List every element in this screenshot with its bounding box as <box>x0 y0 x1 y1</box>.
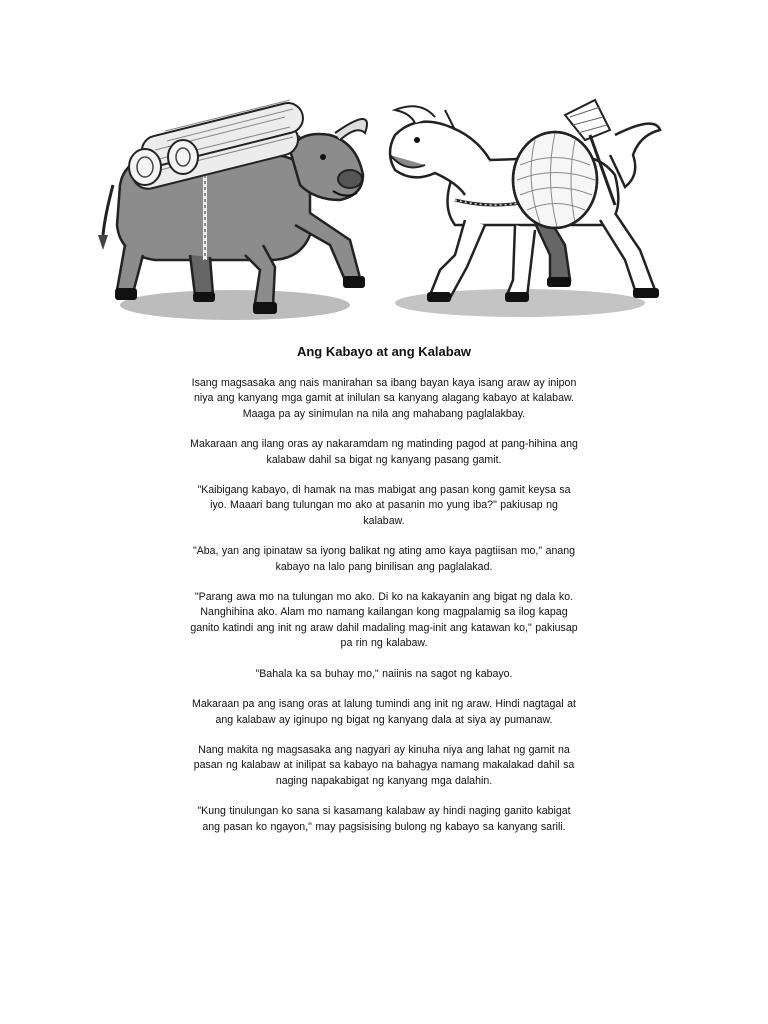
carabao-shadow <box>120 290 350 320</box>
story-paragraph: Makaraan pa ang isang oras at lalung tumindi ang init ng araw. Hindi nagtagal at ang kalabaw ay iginupo ng bigat ng kanyang dala at siya ay pumanaw. <box>192 698 576 726</box>
story-paragraph: Makaraan ang ilang oras ay nakaramdam ng matinding pagod at pang-hihina ang kalabaw dahil sa bigat ng kanyang pasang gamit. <box>190 438 578 466</box>
story-paragraph: "Kung tinulungan ko sana si kasamang kalabaw ay hindi naging ganito kabigat ang pasan ko ngayon," may pagsisising bulong ng kabayo sa kanyang sarili. <box>197 805 571 833</box>
story-illustration <box>95 95 675 335</box>
story-paragraph: "Bahala ka sa buhay mo," naiinis na sagot ng kabayo. <box>255 667 513 680</box>
story-paragraph: Isang magsasaka ang nais manirahan sa ibang bayan kaya isang araw ay inipon niya ang kanyang mga gamit at inilulan sa kanyang alagang kabayo at kalabaw. Maaga pa ay sinimulan na nila ang mahabang paglalakbay. <box>191 377 577 420</box>
story-paragraph: "Kaibigang kabayo, di hamak na mas mabigat ang pasan kong gamit keysa sa iyo. Maaari bang tulungan mo ako at pasanin mo yung iba?" pakiusap ng kalabaw. <box>197 484 571 527</box>
horse-with-basket-icon <box>390 100 660 302</box>
story-paragraph: "Aba, yan ang ipinataw sa iyong balikat ng ating amo kaya pagtiisan mo," anang kabayo na lalo pang binilisan ang paglalakad. <box>192 545 576 573</box>
carabao-with-rolled-mats-icon <box>98 100 367 314</box>
story-paragraph: "Parang awa mo na tulungan mo ako. Di ko na kakayanin ang bigat ng dala ko. Nanghihina ako. Alam mo namang kailangan kong magpalamig sa ilog kapag ganito katindi ang init ng araw dahil madaling mag-init ang katawan ko," pakiusap pa rin ng kalabaw. <box>190 591 578 650</box>
story-title: Ang Kabayo at ang Kalabaw <box>296 344 472 359</box>
story-text <box>190 344 578 850</box>
story-paragraph: Nang makita ng magsasaka ang nagyari ay kinuha niya ang lahat ng gamit na pasan ng kalabaw at inilipat sa kabayo na bahagya namang makalakad dahil sa naging napakabigat ng kanyang mga dalahin. <box>193 743 575 787</box>
